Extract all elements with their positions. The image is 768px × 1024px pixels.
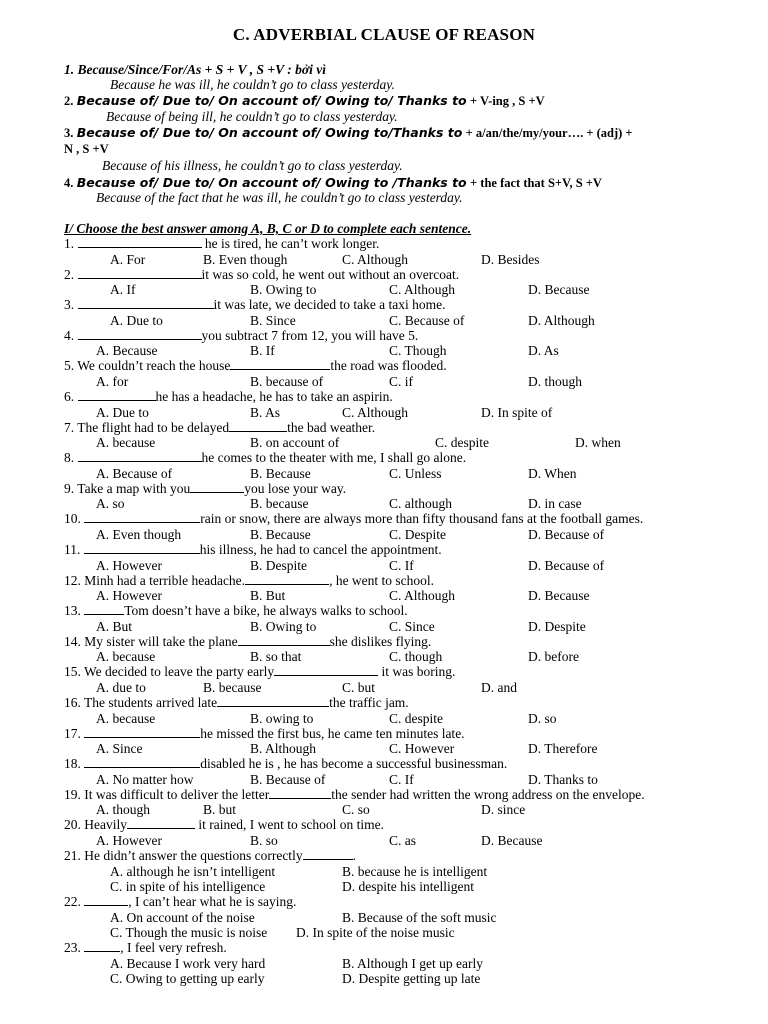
question-number: 21. <box>64 848 85 863</box>
question-10 <box>64 511 643 526</box>
option-a[interactable]: A. Even though <box>96 526 182 542</box>
option-c[interactable]: C. although <box>389 496 452 512</box>
option-c[interactable]: C. Although <box>389 282 456 298</box>
option-b[interactable]: B. Because of the soft music <box>342 909 497 925</box>
question-number: 13. <box>64 603 85 619</box>
option-b[interactable]: B. As <box>250 404 281 420</box>
option-d[interactable]: D. In spite of the noise music <box>296 925 455 941</box>
option-b[interactable]: B. on account of <box>250 435 340 451</box>
question-stem-end: , he went to school. <box>329 572 435 588</box>
question-stem-end: , I feel very refresh. <box>120 940 227 956</box>
option-d[interactable]: D. when <box>575 435 621 451</box>
answer-blank[interactable] <box>84 940 120 952</box>
question-stem-end: it rained, I went to school on time. <box>195 817 384 833</box>
option-c[interactable]: C. If <box>389 771 414 787</box>
rule-4-tail: + the fact that S+V, S +V <box>470 176 602 190</box>
question-15 <box>64 664 455 679</box>
question-stem-end: he missed the first bus, he came ten minutes late. <box>200 725 465 741</box>
rule-3-tail-continued: N , S +V <box>64 142 109 156</box>
question-stem-end: . <box>352 848 356 863</box>
option-a[interactable]: A. No matter how <box>96 771 194 787</box>
option-c[interactable]: C. Because of <box>389 312 465 328</box>
option-d[interactable]: D. Because <box>528 588 590 604</box>
question-number: 18. <box>64 756 85 772</box>
answer-blank[interactable] <box>78 297 214 309</box>
option-b[interactable]: B. Owing to <box>250 618 317 634</box>
option-d[interactable]: D. Besides <box>481 251 540 267</box>
section-title: I/ Choose the best answer among A, B, C or D to complete each sentence. <box>64 221 472 236</box>
option-b[interactable]: B. Since <box>250 312 296 328</box>
answer-blank[interactable] <box>217 695 329 707</box>
option-a[interactable]: A. so <box>96 496 125 512</box>
option-a[interactable]: A. though <box>96 802 150 818</box>
option-a[interactable]: A. For <box>110 251 146 267</box>
question-stem-end: the traffic jam. <box>329 695 409 710</box>
question-number: 2. <box>64 266 78 282</box>
question-6 <box>64 389 393 404</box>
option-b[interactable]: B. because he is intelligent <box>342 863 488 879</box>
question-stem-end: it was so cold, he went out without an overcoat. <box>201 266 460 282</box>
rule-1-example: Because he was ill, he couldn’t go to class yesterday. <box>110 77 395 92</box>
rule-2-head: Because of/ Due to/ On account of/ Owing to/ Thanks to <box>76 93 467 108</box>
question-number: 5. <box>64 358 78 374</box>
question-number: 12. <box>64 572 85 588</box>
option-d[interactable]: D. in case <box>528 496 582 512</box>
rule-3 <box>64 125 633 141</box>
question-stem-end: rain or snow, there are always more than fifty thousand fans at the football games. <box>200 511 644 527</box>
question-number: 16. <box>64 695 85 710</box>
answer-blank[interactable] <box>78 328 202 340</box>
option-a[interactable]: A. because <box>96 649 156 665</box>
option-c[interactable]: C. Although <box>389 588 456 604</box>
option-b[interactable]: B. so that <box>250 649 302 665</box>
option-c[interactable]: C. If <box>389 557 414 573</box>
question-number: 11. <box>64 542 84 557</box>
question-stem-end: , I can’t hear what he is saying. <box>128 894 297 910</box>
question-7 <box>64 420 375 435</box>
rule-1-text: Because/Since/For/As + S + V , S +V : bởi vì <box>77 62 326 77</box>
question-number: 6. <box>64 389 78 404</box>
option-d[interactable]: D. though <box>528 373 582 389</box>
option-c[interactable]: C. so <box>342 802 370 818</box>
option-d[interactable]: D. before <box>528 649 579 665</box>
question-stem-end: he comes to the theater with me, I shall go alone. <box>201 450 467 466</box>
question-2 <box>64 267 459 282</box>
option-a[interactable]: A. because <box>96 435 156 451</box>
option-a[interactable]: A. On account of the noise <box>110 909 255 925</box>
option-a[interactable]: A. However <box>96 832 162 848</box>
rule-4-example: Because of the fact that he was ill, he couldn’t go to class yesterday. <box>96 190 463 205</box>
question-14 <box>64 634 431 649</box>
option-a[interactable]: A. Because <box>96 343 158 359</box>
question-stem-end: disabled he is , he has become a successful businessman. <box>200 756 508 772</box>
question-number: 1. <box>64 236 78 251</box>
option-c[interactable]: C. Though <box>389 343 447 359</box>
answer-blank[interactable] <box>245 573 329 585</box>
question-stem-start: It was difficult to deliver the letter <box>84 786 270 802</box>
option-a[interactable]: A. If <box>110 282 136 298</box>
option-c[interactable]: C. but <box>342 679 376 695</box>
question-number: 14. <box>64 633 85 649</box>
option-d[interactable]: D. When <box>528 465 577 481</box>
option-d[interactable]: D. Because <box>481 832 543 848</box>
option-c[interactable]: C. Though the music is noise <box>110 925 268 941</box>
option-a[interactable]: A. However <box>96 557 162 573</box>
option-b[interactable]: B. but <box>203 802 237 818</box>
question-23 <box>64 940 227 955</box>
question-11 <box>64 542 442 557</box>
question-stem-end: it was late, we decided to take a taxi home. <box>213 297 446 313</box>
option-b[interactable]: B. Even though <box>203 251 288 267</box>
page-title: C. ADVERBIAL CLAUSE OF REASON <box>232 25 536 44</box>
option-d[interactable]: D. Despite getting up late <box>342 971 481 987</box>
question-stem-end: the bad weather. <box>287 419 376 435</box>
answer-blank[interactable] <box>229 420 287 432</box>
question-stem-start: Heavily <box>84 817 127 833</box>
option-c[interactable]: C. Owing to getting up early <box>110 971 265 987</box>
answer-blank[interactable] <box>84 511 200 523</box>
option-b[interactable]: B. Although <box>250 741 317 757</box>
answer-blank[interactable] <box>269 787 331 799</box>
answer-blank[interactable] <box>303 848 353 860</box>
question-4 <box>64 328 418 343</box>
answer-blank[interactable] <box>84 726 200 738</box>
option-d[interactable]: D. despite his intelligent <box>342 879 474 894</box>
option-c[interactable]: C. though <box>389 649 443 665</box>
question-stem-start: The flight had to be delayed <box>77 419 230 435</box>
answer-blank[interactable] <box>84 894 128 906</box>
question-20 <box>64 817 384 832</box>
option-a[interactable]: A. Because I work very hard <box>110 955 266 971</box>
question-number: 20. <box>64 817 85 833</box>
rule-1 <box>64 62 326 77</box>
question-stem-end: Tom doesn’t have a bike, he always walks to school. <box>124 603 408 619</box>
option-d[interactable]: D. Because of <box>528 557 605 573</box>
option-a[interactable]: A. for <box>96 373 129 389</box>
question-number: 3. <box>64 297 78 313</box>
question-8 <box>64 450 466 465</box>
question-number: 9. <box>64 480 78 496</box>
answer-blank[interactable] <box>274 664 378 676</box>
question-stem-end: his illness, he had to cancel the appointment. <box>199 542 442 557</box>
question-number: 15. <box>64 664 85 680</box>
option-b[interactable]: B. Despite <box>250 557 307 573</box>
question-stem-end: she dislikes flying. <box>329 633 432 649</box>
question-stem-end: the sender had written the wrong address on the envelope. <box>331 786 645 802</box>
option-c[interactable]: C. despite <box>389 710 443 726</box>
option-b[interactable]: B. so <box>250 832 278 848</box>
option-b[interactable]: B. Because of <box>250 771 326 787</box>
option-a[interactable]: A. Due to <box>110 312 163 328</box>
option-b[interactable]: B. owing to <box>250 710 314 726</box>
question-stem-end: the road was flooded. <box>330 358 447 374</box>
rule-4-number: 4. <box>64 176 74 190</box>
option-b[interactable]: B. because of <box>250 373 324 389</box>
question-number: 23. <box>64 940 85 956</box>
answer-blank[interactable] <box>230 358 330 370</box>
rule-3-number: 3. <box>64 126 74 140</box>
option-a[interactable]: A. due to <box>96 679 146 695</box>
option-a[interactable]: A. Because of <box>96 465 173 481</box>
answer-blank[interactable] <box>84 542 200 554</box>
rule-1-number: 1. <box>64 62 75 77</box>
question-number: 8. <box>64 450 78 466</box>
question-13 <box>64 603 408 618</box>
option-b[interactable]: B. If <box>250 343 275 359</box>
option-d[interactable]: D. Because <box>528 282 590 298</box>
answer-blank[interactable] <box>127 817 195 829</box>
option-c[interactable]: C. Although <box>342 404 409 420</box>
rule-3-tail: + a/an/the/my/your…. + (adj) + <box>465 126 633 140</box>
option-a[interactable]: A. although he isn’t intelligent <box>110 863 276 879</box>
answer-blank[interactable] <box>78 236 202 248</box>
option-c[interactable]: C. Although <box>342 251 409 267</box>
rule-3-head: Because of/ Due to/ On account of/ Owing to/Thanks to <box>76 125 463 140</box>
question-number: 7. <box>64 419 78 435</box>
option-a[interactable]: A. But <box>96 618 133 634</box>
question-stem-end: you lose your way. <box>244 480 347 496</box>
rule-2-example: Because of being ill, he couldn’t go to class yesterday. <box>106 109 398 124</box>
rule-2-tail: + V-ing , S +V <box>470 94 545 108</box>
question-stem-start: We decided to leave the party early <box>84 664 275 680</box>
option-d[interactable]: D. As <box>528 343 559 359</box>
option-c[interactable]: C. if <box>389 373 414 389</box>
option-d[interactable]: D. Despite <box>528 618 586 634</box>
rule-2 <box>64 93 545 109</box>
option-b[interactable]: B. But <box>250 588 286 604</box>
rule-4-head: Because of/ Due to/ On account of/ Owing to /Thanks to <box>76 175 467 190</box>
option-b[interactable]: B. Because <box>250 465 311 481</box>
rule-2-number: 2. <box>64 94 74 108</box>
option-c[interactable]: C. despite <box>435 435 489 451</box>
option-a[interactable]: A. Since <box>96 741 143 757</box>
rule-4 <box>64 175 602 191</box>
answer-blank[interactable] <box>84 603 124 615</box>
option-d[interactable]: D. and <box>481 679 517 695</box>
question-19 <box>64 787 645 802</box>
rule-3-example: Because of his illness, he couldn’t go to class yesterday. <box>102 158 403 173</box>
question-number: 4. <box>64 327 78 343</box>
option-c[interactable]: C. Unless <box>389 465 442 481</box>
question-1 <box>64 236 379 251</box>
question-number: 10. <box>64 511 85 527</box>
question-number: 17. <box>64 725 85 741</box>
answer-blank[interactable] <box>78 389 156 401</box>
question-16 <box>64 695 409 710</box>
option-b[interactable]: B. because <box>250 496 309 512</box>
question-3 <box>64 297 446 312</box>
question-stem-start: We couldn’t reach the house <box>77 358 231 374</box>
question-stem-end: it was boring. <box>378 664 456 680</box>
question-stem-start: Minh had a terrible headache. <box>84 572 246 588</box>
question-stem-start: My sister will take the plane <box>84 633 238 649</box>
question-22 <box>64 894 296 909</box>
question-stem-start: He didn’t answer the questions correctly <box>84 848 303 863</box>
question-21 <box>64 848 356 863</box>
option-b[interactable]: B. because <box>203 679 262 695</box>
option-b[interactable]: B. Although I get up early <box>342 955 483 971</box>
option-c[interactable]: C. However <box>389 741 455 757</box>
option-b[interactable]: B. Owing to <box>250 282 317 298</box>
option-c[interactable]: C. in spite of his intelligence <box>110 879 266 894</box>
question-stem-end: you subtract 7 from 12, you will have 5. <box>201 327 419 343</box>
option-c[interactable]: C. Since <box>389 618 435 634</box>
question-stem-end: he has a headache, he has to take an aspirin. <box>155 389 393 404</box>
option-b[interactable]: B. Because <box>250 526 311 542</box>
question-number: 22. <box>64 894 85 910</box>
option-c[interactable]: C. as <box>389 832 416 848</box>
option-d[interactable]: D. Because of <box>528 526 605 542</box>
question-stem-end: he is tired, he can’t work longer. <box>201 236 380 251</box>
option-d[interactable]: D. Thanks to <box>528 771 598 787</box>
question-18 <box>64 756 507 771</box>
option-a[interactable]: A. Due to <box>96 404 149 420</box>
answer-blank[interactable] <box>78 450 202 462</box>
option-c[interactable]: C. Despite <box>389 526 446 542</box>
option-d[interactable]: D. In spite of <box>481 404 553 420</box>
question-stem-start: Take a map with you <box>77 480 191 496</box>
option-a[interactable]: A. because <box>96 710 156 726</box>
question-5 <box>64 358 447 373</box>
answer-blank[interactable] <box>238 634 330 646</box>
option-d[interactable]: D. Although <box>528 312 595 328</box>
answer-blank[interactable] <box>78 267 202 279</box>
option-d[interactable]: D. since <box>481 802 526 818</box>
answer-blank[interactable] <box>190 481 244 493</box>
question-9 <box>64 481 346 496</box>
option-d[interactable]: D. Therefore <box>528 741 598 757</box>
question-number: 19. <box>64 786 85 802</box>
option-a[interactable]: A. However <box>96 588 162 604</box>
option-d[interactable]: D. so <box>528 710 557 726</box>
answer-blank[interactable] <box>84 756 200 768</box>
question-17 <box>64 726 465 741</box>
question-12 <box>64 573 434 588</box>
question-stem-start: The students arrived late <box>84 695 218 710</box>
